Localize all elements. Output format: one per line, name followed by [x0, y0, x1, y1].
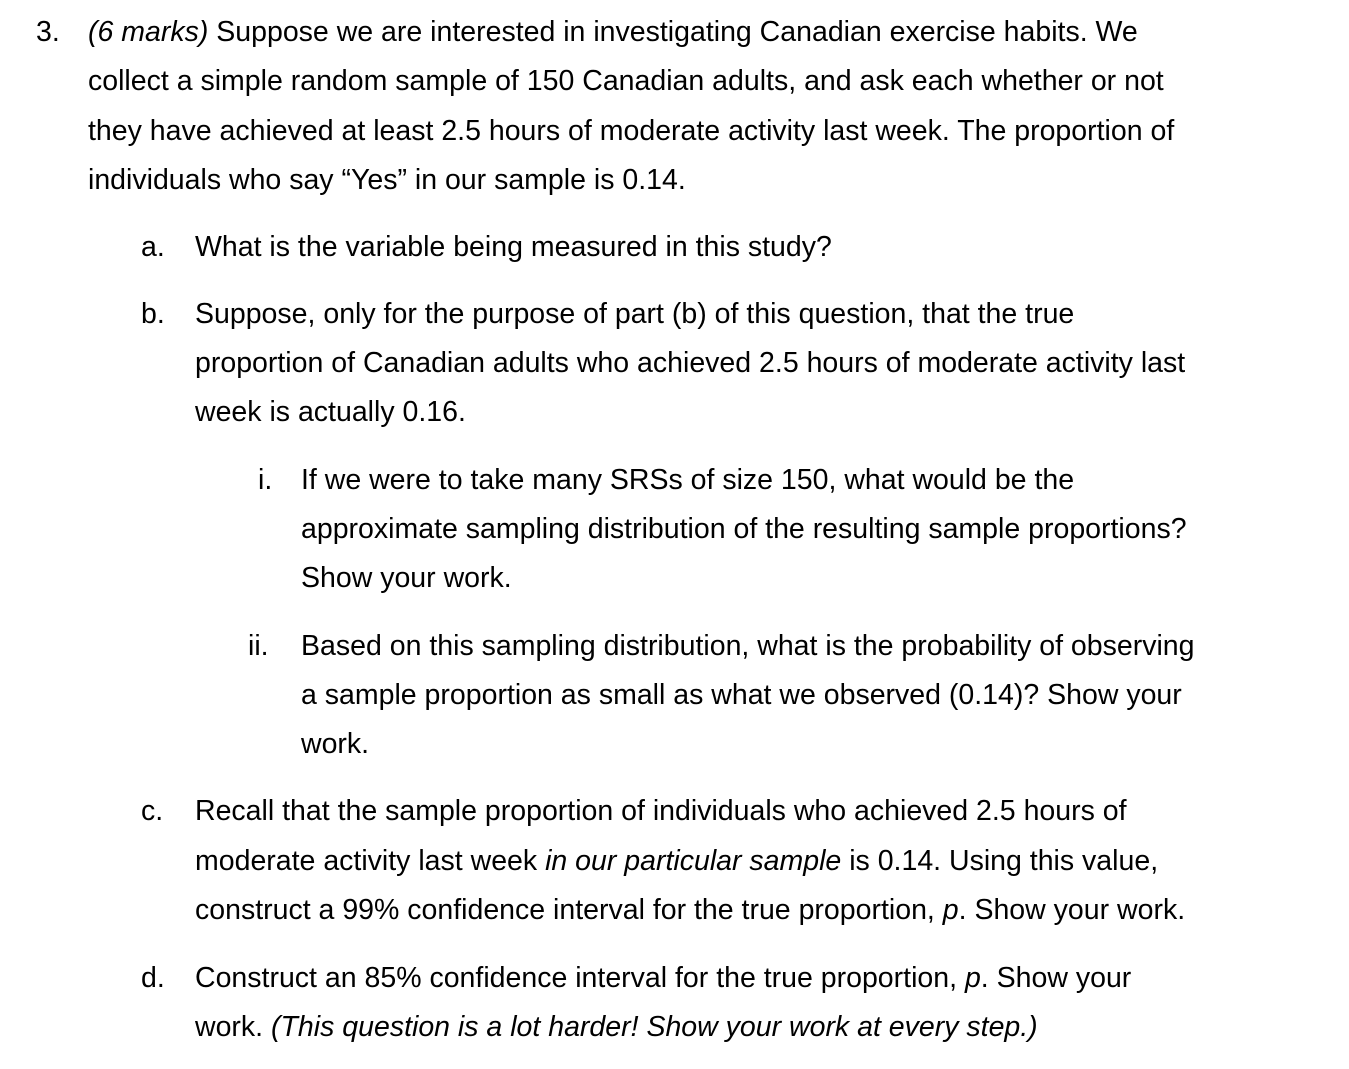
part-d-line-1 [195, 958, 1131, 998]
part-d-line-2-pre: work. [195, 1011, 272, 1043]
part-a-line-1: What is the variable being measured in this study? [195, 231, 832, 263]
part-c-marker: c. [141, 795, 164, 827]
part-c-variable-p: p [942, 894, 959, 926]
part-c-line-3 [195, 890, 1185, 930]
part-b-ii-line-3: work. [301, 728, 370, 760]
part-b-i-line-3: Show your work. [301, 562, 512, 594]
part-b-line-1: Suppose, only for the purpose of part (b) of this question, that the true [195, 298, 1075, 330]
part-c-line-3-pre: construct a 99% confidence interval for the true proportion, [195, 894, 943, 926]
question-marks: (6 marks) [88, 16, 209, 48]
question-intro-line-3: they have achieved at least 2.5 hours of moderate activity last week. The proportion of [88, 115, 1175, 147]
question-intro-line-2: collect a simple random sample of 150 Canadian adults, and ask each whether or not [88, 65, 1164, 97]
part-c-line-2-post: is 0.14. Using this value, [841, 845, 1159, 877]
part-c-line-3-post: . Show your work. [958, 894, 1186, 926]
part-b-ii-line-1: Based on this sampling distribution, what is the probability of observing [301, 630, 1195, 662]
part-d-variable-p: p [964, 962, 981, 994]
question-number: 3. [36, 16, 60, 48]
part-d-line-1-pre: Construct an 85% confidence interval for the true proportion, [195, 962, 965, 994]
part-b-line-2: proportion of Canadian adults who achieved 2.5 hours of moderate activity last [195, 347, 1186, 379]
part-b-line-3: week is actually 0.16. [195, 396, 466, 428]
part-d-line-2 [195, 1007, 1038, 1047]
part-b-i-line-2: approximate sampling distribution of the resulting sample proportions? [301, 513, 1187, 545]
part-a-marker: a. [141, 231, 165, 263]
part-d-marker: d. [141, 962, 165, 994]
question-intro-text-1: Suppose we are interested in investigating Canadian exercise habits. We [208, 16, 1138, 48]
part-b-ii-marker: ii. [248, 630, 269, 662]
part-c-line-1: Recall that the sample proportion of individuals who achieved 2.5 hours of [195, 795, 1127, 827]
part-b-ii-line-2: a sample proportion as small as what we observed (0.14)? Show your [301, 679, 1182, 711]
part-b-i-line-1: If we were to take many SRSs of size 150, what would be the [301, 464, 1075, 496]
part-c-line-2 [195, 841, 1158, 881]
part-c-line-2-pre: moderate activity last week [195, 845, 546, 877]
part-d-line-2-italic: (This question is a lot harder! Show your work at every step.) [271, 1011, 1038, 1043]
part-b-marker: b. [141, 298, 165, 330]
question-intro-line-1 [88, 12, 1138, 52]
question-intro-line-4: individuals who say “Yes” in our sample is 0.14. [88, 164, 686, 196]
part-b-i-marker: i. [258, 464, 273, 496]
part-d-line-1-post: . Show your [980, 962, 1132, 994]
part-c-line-2-italic: in our particular sample [545, 845, 842, 877]
